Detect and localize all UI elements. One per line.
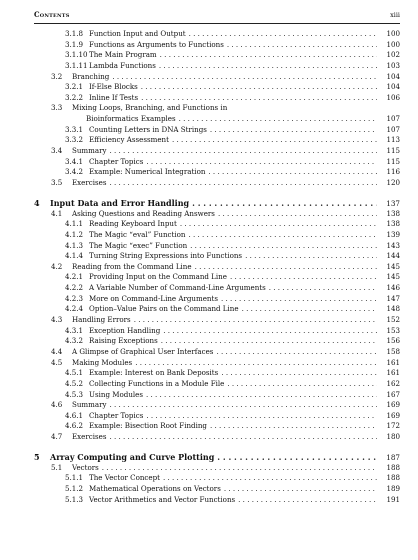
toc-entry-number: 3.1.10 — [65, 50, 88, 60]
toc-entry[interactable] — [34, 93, 400, 104]
toc-entry-title: Option–Value Pairs on the Command Line — [89, 304, 239, 314]
toc-entry-title: Summary — [72, 146, 107, 156]
toc-entry[interactable] — [34, 379, 400, 390]
toc-chapter-entry[interactable] — [34, 197, 400, 209]
toc-entry-title: Exception Handling — [89, 325, 161, 335]
toc-entry-title: Turning String Expressions into Functions — [89, 251, 243, 261]
toc-entry-number: 4.1.4 — [65, 251, 84, 261]
toc-entry-page: 153 — [386, 325, 400, 335]
toc-entry-page: 169 — [386, 410, 400, 420]
toc-entry[interactable] — [34, 390, 400, 401]
toc-entry-title: Mixing Loops, Branching, and Functions in — [72, 103, 228, 113]
toc-entry-title: A Variable Number of Command-Line Arguments — [89, 283, 266, 293]
toc-leader-dots — [110, 146, 377, 157]
toc-entry-number: 3.4.1 — [65, 156, 84, 166]
toc-entry-number: 5.1 — [51, 462, 63, 472]
toc-entry[interactable] — [34, 72, 400, 83]
page-number: xiii — [390, 11, 400, 19]
toc-entry-page: 158 — [386, 346, 400, 356]
page-header — [34, 10, 400, 22]
toc-leader-dots — [230, 272, 377, 283]
toc-entry[interactable] — [34, 219, 400, 230]
toc-entry-number: 4.3.1 — [65, 325, 84, 335]
toc-leader-dots — [221, 368, 377, 379]
toc-entry-title: Lambda Functions — [89, 60, 156, 70]
toc-entry-number: 3.2.1 — [65, 82, 84, 92]
toc-leader-dots — [141, 93, 377, 104]
toc-entry[interactable] — [34, 40, 400, 51]
toc-entry[interactable] — [34, 463, 400, 474]
toc-entry[interactable] — [34, 146, 400, 157]
toc-entry-page: 138 — [386, 208, 400, 218]
toc-leader-dots — [224, 484, 377, 495]
toc-entry-number: 3.4 — [51, 146, 63, 156]
toc-leader-dots — [221, 294, 377, 305]
toc-leader-dots — [160, 50, 377, 61]
toc-entry[interactable] — [34, 495, 400, 506]
toc-entry-page: 188 — [386, 473, 400, 483]
toc-entry-page: 107 — [386, 114, 400, 124]
toc-entry-page: 180 — [386, 432, 400, 442]
toc-leader-dots — [210, 125, 377, 136]
toc-leader-dots — [208, 167, 377, 178]
toc-entry-number: 3.3 — [51, 103, 63, 113]
toc-leader-dots — [110, 400, 377, 411]
toc-entry-title: More on Command-Line Arguments — [89, 293, 218, 303]
toc-entry-number: 3.1.11 — [65, 60, 88, 70]
toc-entry[interactable] — [34, 484, 400, 495]
toc-entry-number: 4.6.2 — [65, 421, 84, 431]
toc-entry-number: 4.1.1 — [65, 219, 84, 229]
toc-entry-page: 145 — [386, 272, 400, 282]
toc-leader-dots — [161, 336, 377, 347]
toc-entry[interactable] — [34, 157, 400, 168]
toc-entry-title: Example: Numerical Integration — [89, 167, 206, 177]
toc-leader-dots — [216, 347, 377, 358]
toc-leader-dots — [195, 262, 377, 273]
toc-entry-page: 189 — [386, 483, 400, 493]
toc-leader-dots — [146, 157, 377, 168]
toc-entry-number: 3.1.8 — [65, 29, 84, 38]
toc-entry-number: 5.1.2 — [65, 483, 84, 493]
toc-entry-number: 4.1.3 — [65, 240, 84, 250]
toc-leader-dots — [189, 230, 378, 241]
toc-entry-page: 104 — [386, 71, 400, 81]
toc-entry[interactable] — [34, 326, 400, 337]
toc-entry-number: 4.1.2 — [65, 229, 84, 239]
toc-entry-title: Array Computing and Curve Plotting — [50, 451, 215, 462]
toc-entry-title: Mathematical Operations on Vectors — [89, 483, 221, 493]
toc-entry-number: 5.1.3 — [65, 494, 84, 504]
toc-entry-number: 4.5.2 — [65, 378, 84, 388]
toc-entry-number: 4.3.2 — [65, 336, 84, 346]
toc-leader-dots — [269, 283, 377, 294]
toc-entry-page: 144 — [386, 251, 400, 261]
toc-entry-page: 120 — [386, 177, 400, 187]
toc-leader-dots — [159, 61, 377, 72]
toc-entry-page: 107 — [386, 124, 400, 134]
toc-entry[interactable] — [34, 283, 400, 294]
toc-entry-title: The Magic “exec” Function — [89, 240, 188, 250]
toc-entry-page: 103 — [386, 60, 400, 70]
toc-entry-number: 3.3.2 — [65, 135, 84, 145]
toc-entry-number: 4.2.3 — [65, 293, 84, 303]
toc-leader-dots — [112, 72, 377, 83]
toc-leader-dots — [210, 421, 377, 432]
toc-entry[interactable] — [34, 421, 400, 432]
toc-leader-dots — [146, 411, 377, 422]
toc-entry-title: Reading from the Command Line — [72, 261, 192, 271]
toc-entry-page: 161 — [386, 368, 400, 378]
toc-entry[interactable] — [34, 411, 400, 422]
toc-entry[interactable] — [34, 368, 400, 379]
toc-leader-dots — [172, 135, 377, 146]
toc-leader-dots — [218, 209, 377, 220]
toc-entry-number: 4.3 — [51, 315, 63, 325]
toc-entry-title: The Main Program — [89, 50, 157, 60]
toc-entry[interactable] — [34, 103, 400, 114]
toc-entry-title: Function Input and Output — [89, 29, 186, 38]
toc-leader-dots — [135, 358, 377, 369]
toc-entry[interactable] — [34, 241, 400, 252]
toc-entry[interactable] — [34, 230, 400, 241]
toc-entry-page: 138 — [386, 219, 400, 229]
toc-entry-page: 191 — [386, 494, 400, 504]
toc-entry-page: 116 — [386, 167, 400, 177]
toc-chapter-entry[interactable] — [34, 451, 400, 463]
toc-leader-dots — [102, 463, 377, 474]
toc-leader-dots — [227, 40, 377, 51]
toc-entry-page: 172 — [386, 421, 400, 431]
toc-entry-page: 113 — [386, 135, 400, 145]
toc-entry-page: 115 — [386, 156, 400, 166]
toc-leader-dots — [217, 451, 377, 463]
toc-entry-page: 106 — [386, 92, 400, 102]
toc-entry-page: 104 — [386, 82, 400, 92]
toc-entry-page: 100 — [386, 39, 400, 49]
toc-entry-title: Input Data and Error Handling — [50, 197, 190, 208]
toc-entry-title: Using Modules — [89, 389, 144, 399]
toc-leader-dots — [180, 219, 377, 230]
toc-entry-page: 100 — [386, 29, 400, 38]
toc-entry-number: 4.7 — [51, 432, 63, 442]
toc-entry-page: 102 — [386, 50, 400, 60]
toc-entry-page: 115 — [386, 146, 400, 156]
toc-entry-page: 146 — [386, 283, 400, 293]
toc-entry-title: Vectors — [72, 462, 99, 472]
toc-leader-dots — [163, 326, 377, 337]
toc-entry-title: Raising Exceptions — [89, 336, 158, 346]
running-head-title: Contents — [34, 10, 70, 19]
toc-entry[interactable] — [34, 29, 400, 40]
toc-entry-title: The Vector Concept — [89, 473, 160, 483]
toc-entry-title: A Glimpse of Graphical User Interfaces — [72, 346, 214, 356]
toc-entry[interactable] — [34, 61, 400, 72]
toc-entry-page: 169 — [386, 400, 400, 410]
toc-leader-dots — [242, 304, 377, 315]
toc-entry-number: 4.2.4 — [65, 304, 84, 314]
toc-entry[interactable] — [34, 400, 400, 411]
toc-entry[interactable] — [34, 432, 400, 443]
toc-entry[interactable] — [34, 347, 400, 358]
toc-leader-dots — [110, 178, 378, 189]
toc-entry-number: 5.1.1 — [65, 473, 84, 483]
toc-leader-dots — [189, 29, 377, 40]
toc-entry-title: Branching — [72, 71, 110, 81]
toc-entry-title: Counting Letters in DNA Strings — [89, 124, 207, 134]
toc-entry-page: 187 — [386, 452, 400, 462]
toc-entry[interactable] — [34, 209, 400, 220]
toc-entry-title: Example: Interest on Bank Deposits — [89, 368, 219, 378]
header-rule — [34, 23, 400, 24]
toc-leader-dots — [134, 315, 377, 326]
toc-entry-title: Reading Keyboard Input — [89, 219, 177, 229]
toc-entry-title: Exercises — [72, 432, 107, 442]
toc-entry-page: 143 — [386, 240, 400, 250]
toc-leader-dots — [141, 82, 377, 93]
toc-entry-page: 147 — [386, 293, 400, 303]
toc-entry[interactable] — [34, 135, 400, 146]
toc-entry-title: Asking Questions and Reading Answers — [72, 208, 215, 218]
toc-entry[interactable] — [34, 82, 400, 93]
toc-entry-title: Making Modules — [72, 357, 133, 367]
toc-entry-page: 156 — [386, 336, 400, 346]
toc-entry-number: 4.5 — [51, 357, 63, 367]
toc-entry-title: Example: Bisection Root Finding — [89, 421, 207, 431]
toc-entry[interactable] — [34, 114, 400, 125]
toc-entry[interactable] — [34, 125, 400, 136]
toc-entry[interactable] — [34, 251, 400, 262]
toc-entry[interactable] — [34, 315, 400, 326]
toc-entry-number: 3.2 — [51, 71, 63, 81]
toc-entry-title: Vector Arithmetics and Vector Functions — [89, 494, 236, 504]
toc-entry-title: Handling Errors — [72, 315, 131, 325]
toc-entry[interactable] — [34, 294, 400, 305]
toc-entry-page: 137 — [386, 198, 400, 208]
toc-entry-number: 4 — [34, 197, 40, 208]
toc-entry[interactable] — [34, 358, 400, 369]
toc-entry[interactable] — [34, 272, 400, 283]
toc-entry-number: 4.4 — [51, 346, 63, 356]
toc-entry-page: 152 — [386, 315, 400, 325]
toc-entry-number: 3.5 — [51, 177, 63, 187]
toc-leader-dots — [227, 379, 377, 390]
toc-leader-dots — [245, 251, 377, 262]
toc-entry-page: 148 — [386, 304, 400, 314]
toc-leader-dots — [146, 390, 377, 401]
toc-entry-number: 4.2.2 — [65, 283, 84, 293]
toc-entry-number: 4.1 — [51, 208, 63, 218]
toc-leader-dots — [192, 197, 377, 209]
toc-entry-page: 162 — [386, 378, 400, 388]
table-of-contents — [34, 29, 400, 505]
toc-entry[interactable] — [34, 178, 400, 189]
toc-entry-page: 139 — [386, 229, 400, 239]
toc-entry-number: 3.2.2 — [65, 92, 84, 102]
toc-entry-number: 4.5.3 — [65, 389, 84, 399]
toc-entry-page: 145 — [386, 261, 400, 271]
toc-entry-number: 3.1.9 — [65, 39, 84, 49]
toc-entry-title: Efficiency Assessment — [89, 135, 169, 145]
toc-entry-title: Summary — [72, 400, 107, 410]
toc-entry-number: 5 — [34, 451, 40, 462]
toc-leader-dots — [110, 432, 378, 443]
toc-entry-title: If-Else Blocks — [89, 82, 138, 92]
toc-entry-title: Inline If Tests — [89, 92, 139, 102]
toc-entry-number: 4.6 — [51, 400, 63, 410]
toc-entry-number: 4.2.1 — [65, 272, 84, 282]
toc-leader-dots — [163, 473, 377, 484]
toc-entry-title: Chapter Topics — [89, 410, 144, 420]
toc-entry-title: Chapter Topics — [89, 156, 144, 166]
toc-entry-title: Bioinformatics Examples — [86, 114, 176, 124]
toc-entry-page: 167 — [386, 389, 400, 399]
toc-leader-dots — [238, 495, 377, 506]
toc-entry-page: 161 — [386, 357, 400, 367]
toc-entry-title: Exercises — [72, 177, 107, 187]
toc-entry[interactable] — [34, 50, 400, 61]
toc-entry-number: 4.5.1 — [65, 368, 84, 378]
toc-entry-number: 3.4.2 — [65, 167, 84, 177]
toc-leader-dots — [179, 114, 377, 125]
toc-entry[interactable] — [34, 262, 400, 273]
toc-entry[interactable] — [34, 304, 400, 315]
toc-entry-title: The Magic “eval” Function — [89, 229, 186, 239]
toc-entry-title: Collecting Functions in a Module File — [89, 378, 225, 388]
toc-entry-number: 4.6.1 — [65, 410, 84, 420]
toc-entry-page: 188 — [386, 462, 400, 472]
toc-entry[interactable] — [34, 473, 400, 484]
toc-entry[interactable] — [34, 336, 400, 347]
toc-entry-title: Functions as Arguments to Functions — [89, 39, 224, 49]
toc-entry-title: Providing Input on the Command Line — [89, 272, 227, 282]
toc-entry-number: 3.3.1 — [65, 124, 84, 134]
toc-entry[interactable] — [34, 167, 400, 178]
toc-entry-number: 4.2 — [51, 261, 63, 271]
toc-leader-dots — [190, 241, 377, 252]
